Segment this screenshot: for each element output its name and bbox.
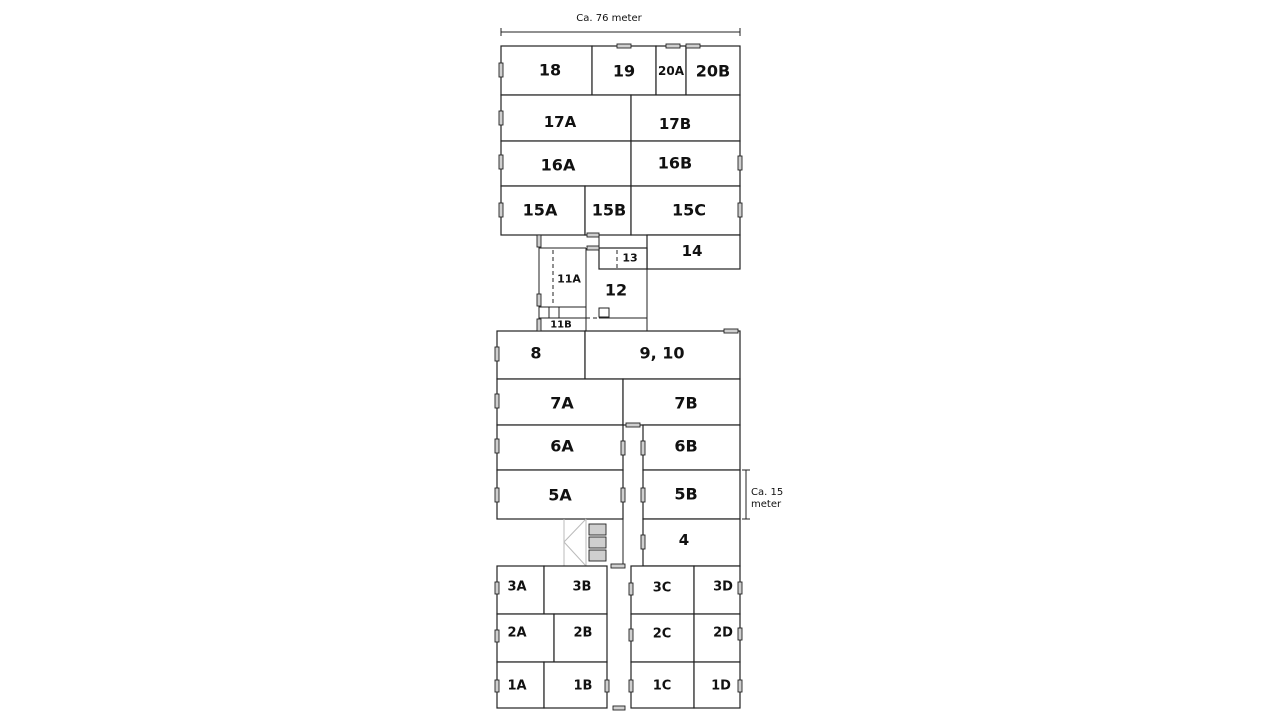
door [738,628,742,640]
label-8: 8 [530,343,542,363]
label-11b: 11B [550,319,572,331]
door [641,535,645,549]
door [621,441,625,455]
door [537,319,541,331]
door [537,235,541,247]
label-12: 12 [604,280,628,300]
label-9-10: 9, 10 [639,343,685,363]
label-3d: 3D [713,579,733,595]
door [495,394,499,408]
door [626,423,640,427]
label-6b: 6B [674,436,698,456]
door [629,583,633,595]
door [499,155,503,169]
label-1a: 1A [507,678,527,694]
label-15b: 15B [591,200,627,220]
door [617,44,631,48]
locker-1 [589,524,606,535]
label-17a: 17A [543,113,577,131]
door [738,156,742,170]
door [495,439,499,453]
door [587,233,599,237]
room-4[interactable] [643,519,740,566]
door [499,111,503,125]
label-15c: 15C [671,200,707,220]
door [495,630,499,642]
label-3a: 3A [507,579,527,595]
label-4: 4 [678,531,690,549]
label-1d: 1D [711,678,731,694]
locker-3 [589,550,606,561]
label-13: 13 [622,251,638,265]
label-2c: 2C [652,626,672,642]
door [495,347,499,361]
door [621,488,625,502]
label-16b: 16B [657,153,693,173]
door [738,203,742,217]
label-7b: 7B [674,393,698,413]
door [587,246,599,250]
door [495,680,499,692]
label-17b: 17B [658,115,692,133]
door [629,629,633,641]
label-1c: 1C [652,678,672,694]
label-3c: 3C [652,580,672,596]
door [629,680,633,692]
label-5b: 5B [674,484,698,504]
door [499,63,503,77]
label-19: 19 [612,61,636,81]
door [499,203,503,217]
door [495,488,499,502]
locker-2 [589,537,606,548]
height-dimension-label-2: meter [751,499,782,510]
door [738,680,742,692]
door [666,44,680,48]
label-7a: 7A [550,393,574,413]
label-3b: 3B [572,579,592,595]
door [738,582,742,594]
door [724,329,738,333]
label-5a: 5A [548,485,572,505]
door [537,294,541,306]
label-16a: 16A [540,155,576,175]
label-18: 18 [538,60,562,80]
door [686,44,700,48]
label-14: 14 [681,242,703,260]
stair-icon [564,519,586,566]
label-2d: 2D [713,625,733,641]
height-dimension-label-1: Ca. 15 [751,487,784,498]
door [495,582,499,594]
label-2b: 2B [573,625,593,641]
width-dimension-label: Ca. 76 meter [576,13,642,24]
door [613,706,625,710]
room-12-fixture [599,308,609,317]
label-20b: 20B [695,61,731,81]
label-15a: 15A [522,200,558,220]
label-11a: 11A [557,272,581,286]
door [605,680,609,692]
label-6a: 6A [550,436,574,456]
door [641,441,645,455]
door [611,564,625,568]
label-2a: 2A [507,625,527,641]
label-1b: 1B [573,678,593,694]
label-20a: 20A [658,64,684,78]
door [641,488,645,502]
